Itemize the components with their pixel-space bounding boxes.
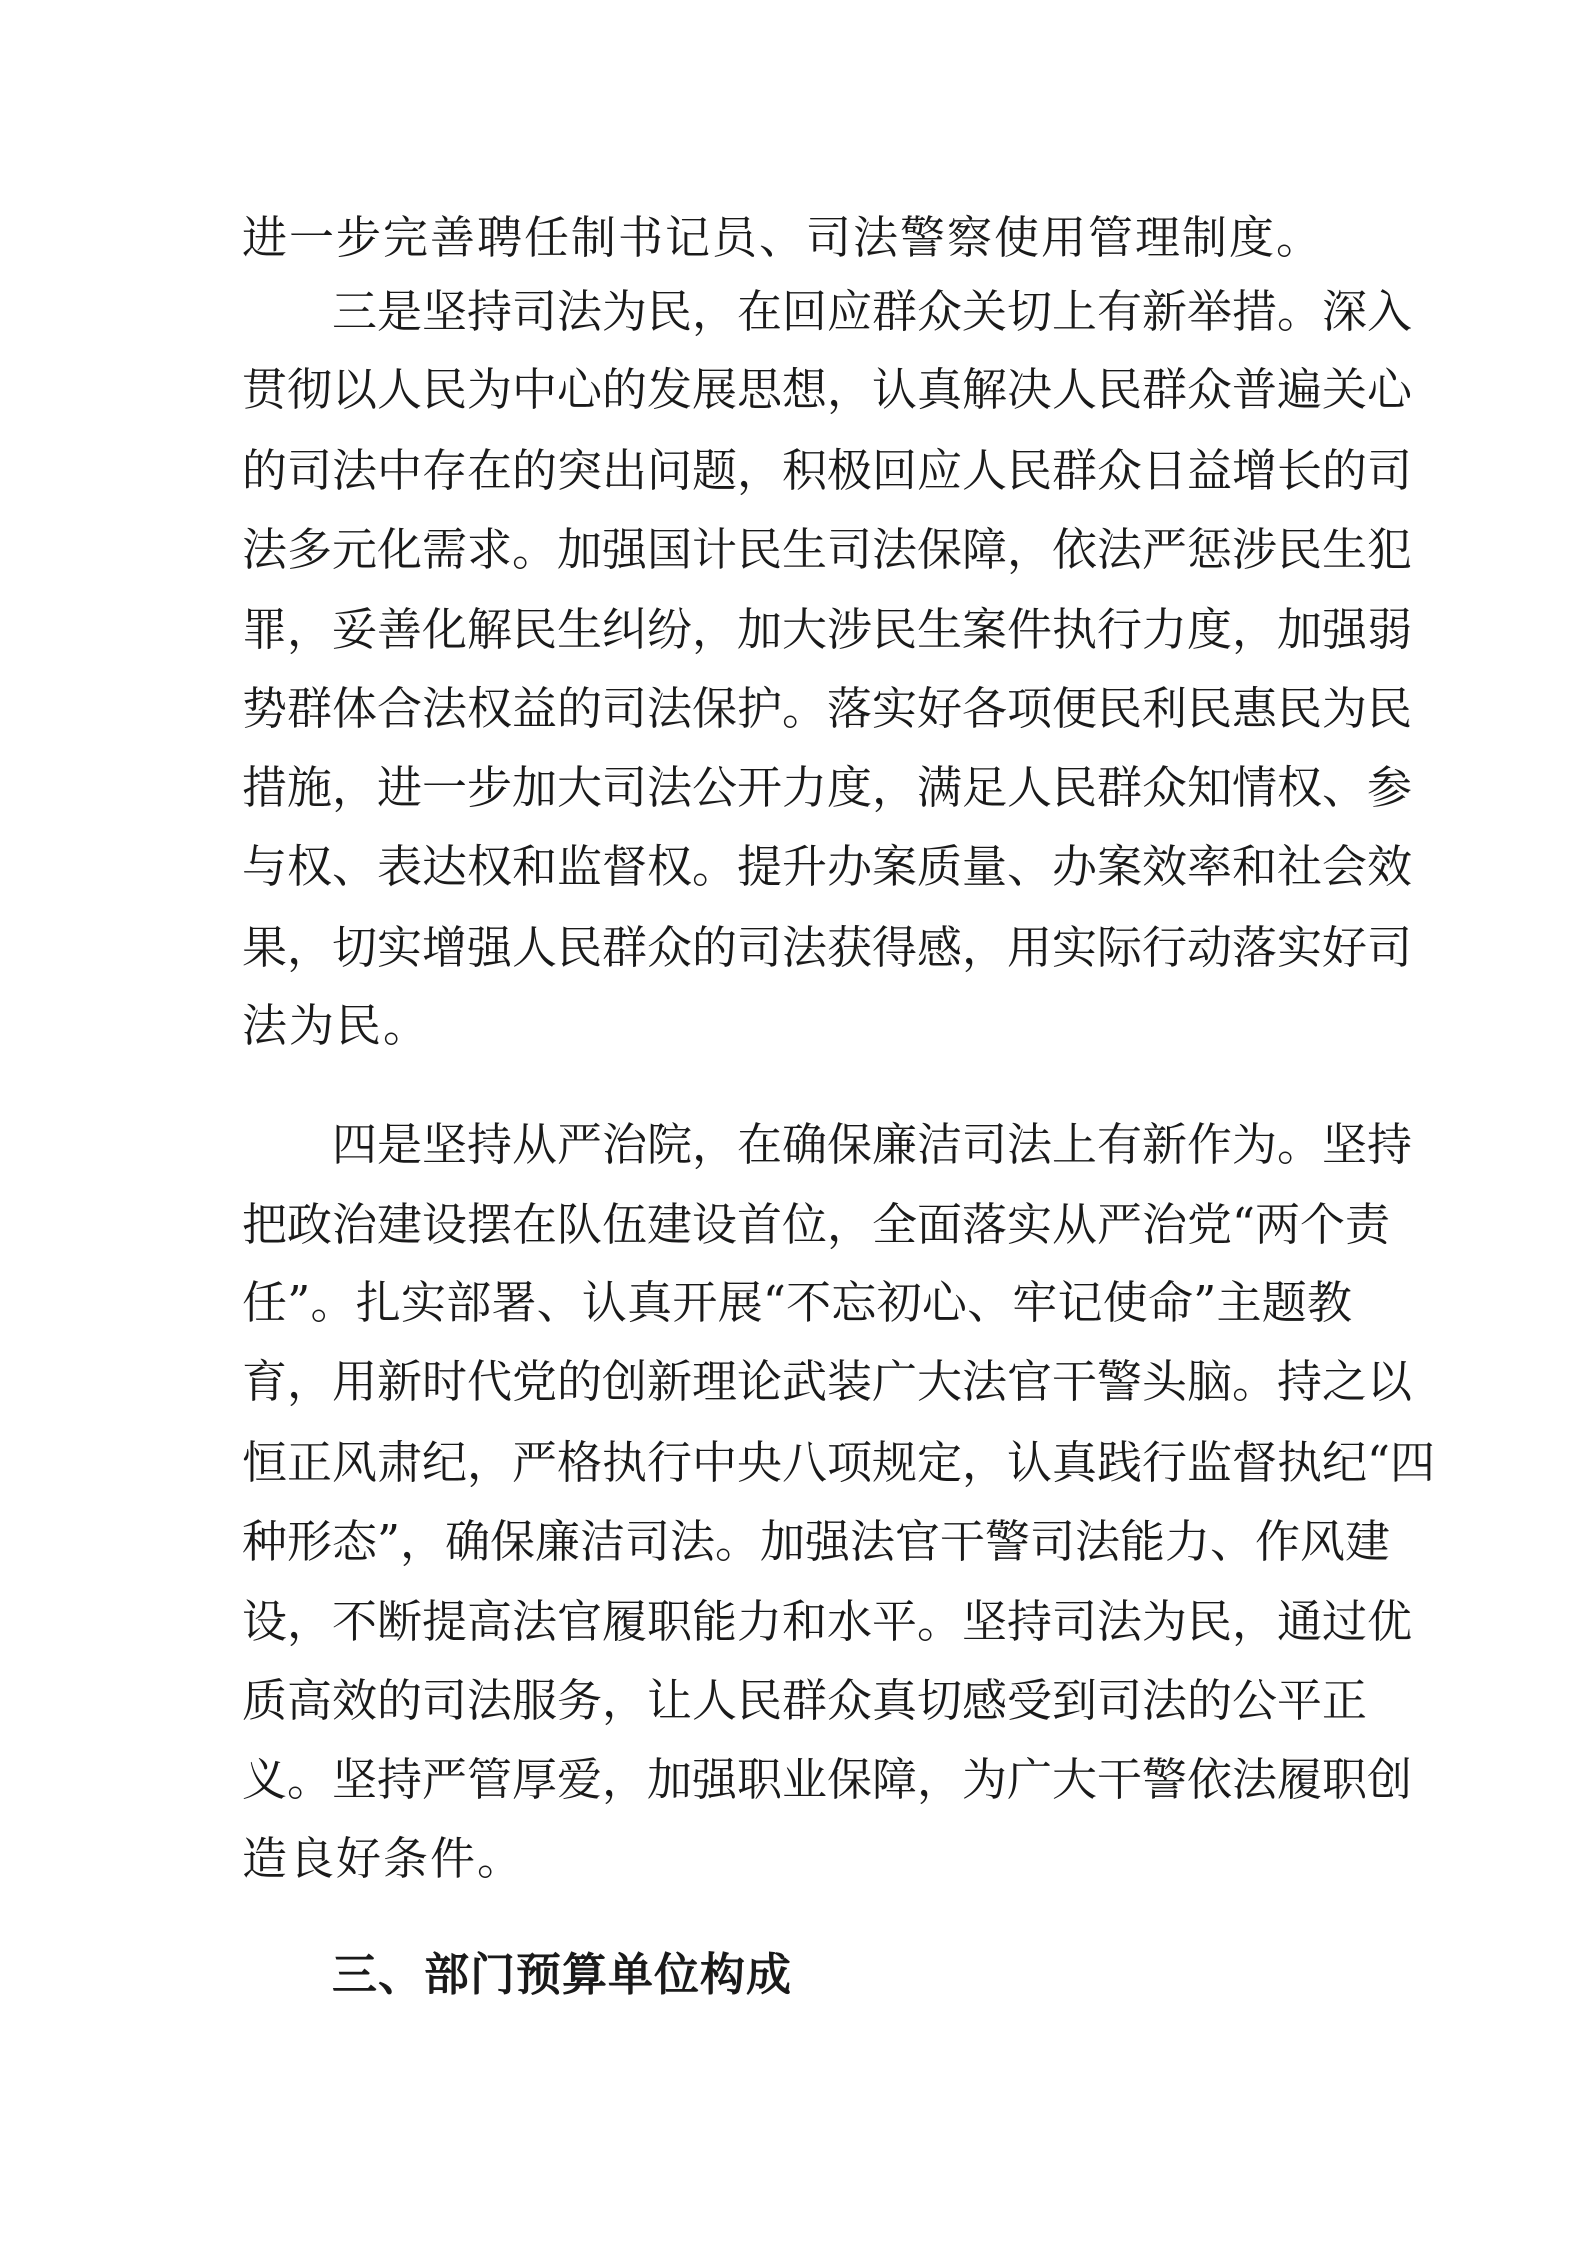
paragraph-line: 育，用新时代党的创新理论武装广大法官干警头脑。持之以: [242, 1355, 1413, 1408]
section-heading: 三、部门预算单位构成: [332, 1948, 793, 2001]
paragraph-line: 造良好条件。: [242, 1832, 525, 1885]
paragraph-line: 质高效的司法服务，让人民群众真切感受到司法的公平正: [242, 1674, 1368, 1727]
paragraph-line: 势群体合法权益的司法保护。落实好各项便民利民惠民为民: [242, 682, 1413, 735]
paragraph-line: 恒正风肃纪，严格执行中央八项规定，认真践行监督执纪“四: [242, 1436, 1436, 1489]
paragraph-line: 四是坚持从严治院，在确保廉洁司法上有新作为。坚持: [332, 1118, 1413, 1171]
paragraph-line: 进一步完善聘任制书记员、司法警察使用管理制度。: [242, 211, 1324, 264]
paragraph-line: 三是坚持司法为民，在回应群众关切上有新举措。深入: [332, 285, 1413, 338]
paragraph-line: 任”。扎实部署、认真开展“不忘初心、牢记使命”主题教: [242, 1276, 1352, 1329]
paragraph-line: 贯彻以人民为中心的发展思想，认真解决人民群众普遍关心: [242, 363, 1413, 416]
paragraph-line: 罪，妥善化解民生纠纷，加大涉民生案件执行力度，加强弱: [242, 603, 1413, 656]
paragraph-line: 种形态”，确保廉洁司法。加强法官干警司法能力、作风建: [242, 1515, 1391, 1568]
paragraph-line: 果，切实增强人民群众的司法获得感，用实际行动落实好司: [242, 921, 1413, 974]
paragraph-line: 把政治建设摆在队伍建设首位，全面落实从严治党“两个责: [242, 1198, 1391, 1251]
paragraph-line: 法为民。: [242, 999, 431, 1052]
paragraph-line: 法多元化需求。加强国计民生司法保障，依法严惩涉民生犯: [242, 523, 1413, 576]
paragraph-line: 与权、表达权和监督权。提升办案质量、办案效率和社会效: [242, 840, 1413, 893]
paragraph-line: 的司法中存在的突出问题，积极回应人民群众日益增长的司: [242, 444, 1413, 497]
paragraph-line: 措施，进一步加大司法公开力度，满足人民群众知情权、参: [242, 761, 1413, 814]
paragraph-line: 设，不断提高法官履职能力和水平。坚持司法为民，通过优: [242, 1595, 1413, 1648]
paragraph-line: 义。坚持严管厚爱，加强职业保障，为广大干警依法履职创: [242, 1753, 1413, 1806]
